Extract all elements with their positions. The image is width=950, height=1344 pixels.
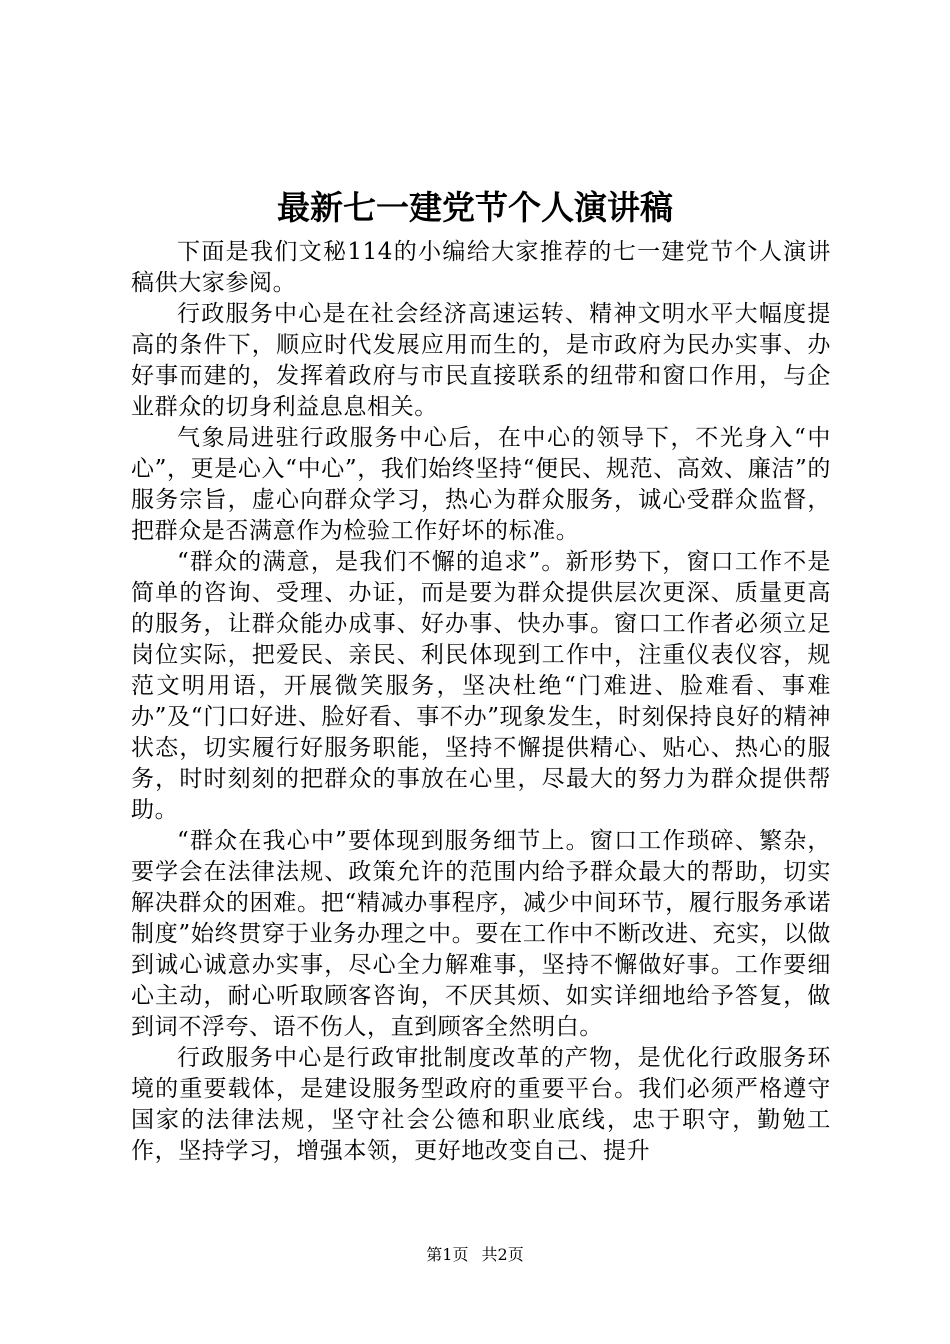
page-number-total: 共2页 xyxy=(481,1245,524,1264)
paragraph-service-details: “群众在我心中”要体现到服务细节上。窗口工作琐碎、繁杂，要学会在法律法规、政策允许的范围内给予群众最大的帮助，切实解决群众的困难。把“精减办事程序，减少中间环节，履行服务承诺制度”始终贯穿于业务办理之中。要在工作中不断改进、充实，以做到诚心诚意办实事，尽心全力解难事，坚持不懈做好事。工作要细心主动，耐心听取顾客咨询，不厌其烦、如实详细地给予答复，做到词不浮夸、语不伤人，直到顾客全然明白。 xyxy=(131,828,831,1040)
paragraph-weather-bureau: 气象局进驻行政服务中心后，在中心的领导下，不光身入“中心”，更是心入“中心”，我们始终坚持“便民、规范、高效、廉洁”的服务宗旨，虚心向群众学习，热心为群众服务，诚心受群众监督，把群众是否满意作为检验工作好坏的标准。 xyxy=(131,425,831,544)
page-footer xyxy=(0,1244,950,1266)
document-body xyxy=(131,237,831,1167)
document-title: 最新七一建党节个人演讲稿 xyxy=(277,188,673,227)
paragraph-intro: 下面是我们文秘114的小编给大家推荐的七一建党节个人演讲稿供大家参阅。 xyxy=(131,239,831,296)
paragraph-reform: 行政服务中心是行政审批制度改革的产物，是优化行政服务环境的重要载体，是建设服务型政府的重要平台。我们必须严格遵守国家的法律法规，坚守社会公德和职业底线，忠于职守，勤勉工作，坚持学习，增强本领，更好地改变自己、提升 xyxy=(131,1045,831,1164)
page-number-current: 第1页 xyxy=(426,1245,469,1264)
paragraph-satisfaction: “群众的满意，是我们不懈的追求”。新形势下，窗口工作不是简单的咨询、受理、办证，而是要为群众提供层次更深、质量更高的服务，让群众能办成事、好办事、快办事。窗口工作者必须立足岗位实际，把爱民、亲民、利民体现到工作中，注重仪表仪容，规范文明用语，开展微笑服务，坚决杜绝“门难进、脸难看、事难办”及“门口好进、脸好看、事不办”现象发生，时刻保持良好的精神状态，切实履行好服务职能，坚持不懈提供精心、贴心、热心的服务，时时刻刻的把群众的事放在心里，尽最大的努力为群众提供帮助。 xyxy=(131,549,831,823)
paragraph-service-center: 行政服务中心是在社会经济高速运转、精神文明水平大幅度提高的条件下，顺应时代发展应用而生的，是市政府为民办实事、办好事而建的，发挥着政府与市民直接联系的纽带和窗口作用，与企业群众的切身利益息息相关。 xyxy=(131,301,831,420)
